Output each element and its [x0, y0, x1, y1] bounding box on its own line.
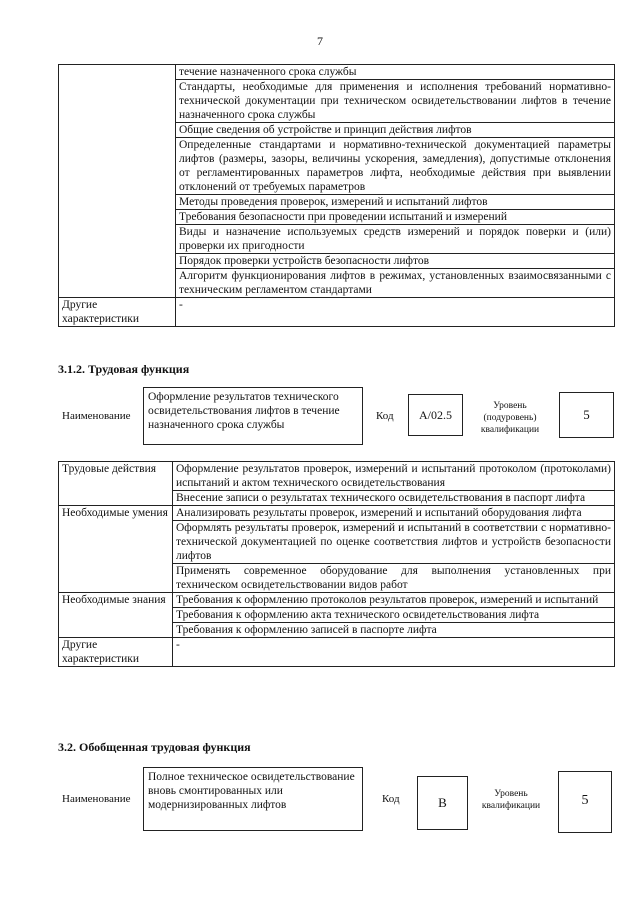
level-label-32: Уровень квалификации [481, 789, 541, 811]
table-row [59, 506, 615, 521]
level-box-312 [559, 392, 614, 438]
row-label: Трудовые действия [59, 462, 173, 506]
knowledge-item: Требования к оформлению протоколов результатов проверок, измерений и испытаний [173, 593, 615, 608]
table-row [59, 65, 615, 80]
code-box-32 [417, 776, 468, 830]
level-value-312: 5 [583, 407, 590, 422]
knowledge-item: Методы проведения проверок, измерений и испытаний лифтов [176, 195, 615, 210]
knowledge-item: Порядок проверки устройств безопасности лифтов [176, 254, 615, 269]
skill-item: Анализировать результаты проверок, измерений и испытаний оборудования лифта [173, 506, 615, 521]
other-characteristics-value: - [173, 638, 615, 667]
skill-item: Оформлять результаты проверок, измерений и испытаний в соответствии с нормативно-технической документацией по оценке соответствия лифтов и устройств безопасности лифтов [173, 521, 615, 564]
function-name-312: Оформление результатов технического освидетельствования лифтов в течение назначенного срока службы [148, 391, 340, 431]
knowledge-item: Алгоритм функционирования лифтов в режимах, установленных взаимосвязанными с техническим регламентом стандартами [176, 269, 615, 298]
function-name-box-312 [143, 387, 363, 445]
knowledge-item: течение назначенного срока службы [176, 65, 615, 80]
labor-action-item: Внесение записи о результатах технического освидетельствования в паспорт лифта [173, 491, 615, 506]
code-label-312: Код [376, 410, 394, 422]
table-row [59, 593, 615, 608]
row-label: Другие характеристики [59, 298, 176, 327]
table-row [59, 298, 615, 327]
other-characteristics-value: - [176, 298, 615, 327]
level-value-32: 5 [581, 793, 589, 808]
skill-item: Применять современное оборудование для выполнения установленных при техническом освидетельствовании видов работ [173, 564, 615, 593]
knowledge-item: Требования безопасности при проведении испытаний и измерений [176, 210, 615, 225]
code-value-312: А/02.5 [419, 408, 452, 422]
name-label-32: Наименование [62, 793, 131, 805]
code-label-32: Код [382, 793, 400, 805]
code-box-312 [408, 394, 463, 436]
row-label: Необходимые умения [59, 506, 173, 593]
section-heading-312: 3.1.2. Трудовая функция [58, 362, 190, 376]
level-box-32 [558, 771, 612, 833]
knowledge-item: Виды и назначение используемых средств измерений и порядок поверки и (или) проверки их пригодности [176, 225, 615, 254]
code-value-32: В [438, 795, 447, 810]
row-label: Необходимые знания [59, 593, 173, 638]
name-label-312: Наименование [62, 410, 131, 422]
labor-function-table [58, 461, 615, 667]
table-row [59, 638, 615, 667]
row-label: Другие характеристики [59, 638, 173, 667]
page-number: 7 [317, 34, 323, 48]
function-name-32: Полное техническое освидетельствование вновь смонтированных или модернизированных лифтов [148, 771, 355, 811]
knowledge-item: Требования к оформлению акта технического освидетельствования лифта [173, 608, 615, 623]
function-name-box-32 [143, 767, 363, 831]
section-heading-32: 3.2. Обобщенная трудовая функция [58, 740, 251, 754]
knowledge-item: Определенные стандартами и нормативно-технической документацией параметры лифтов (размеры, зазоры, величины ускорения, замедления), допустимые отклонения от регламентированных параметров лифта, необходимые действия при выявлении отклонений от требуемых параметров [176, 138, 615, 195]
level-label-312: Уровень (подуровень) квалификации [480, 401, 540, 435]
row-label [59, 65, 176, 298]
top-knowledge-table [58, 64, 615, 327]
labor-action-item: Оформление результатов проверок, измерений и испытаний протоколом (протоколами) испытаний и актом технического освидетельствования [173, 462, 615, 491]
knowledge-item: Требования к оформлению записей в паспорте лифта [173, 623, 615, 638]
knowledge-item: Стандарты, необходимые для применения и исполнения требований нормативно-технической документации при техническом освидетельствовании лифтов в течение назначенного срока службы [176, 80, 615, 123]
table-row [59, 462, 615, 491]
knowledge-item: Общие сведения об устройстве и принцип действия лифтов [176, 123, 615, 138]
